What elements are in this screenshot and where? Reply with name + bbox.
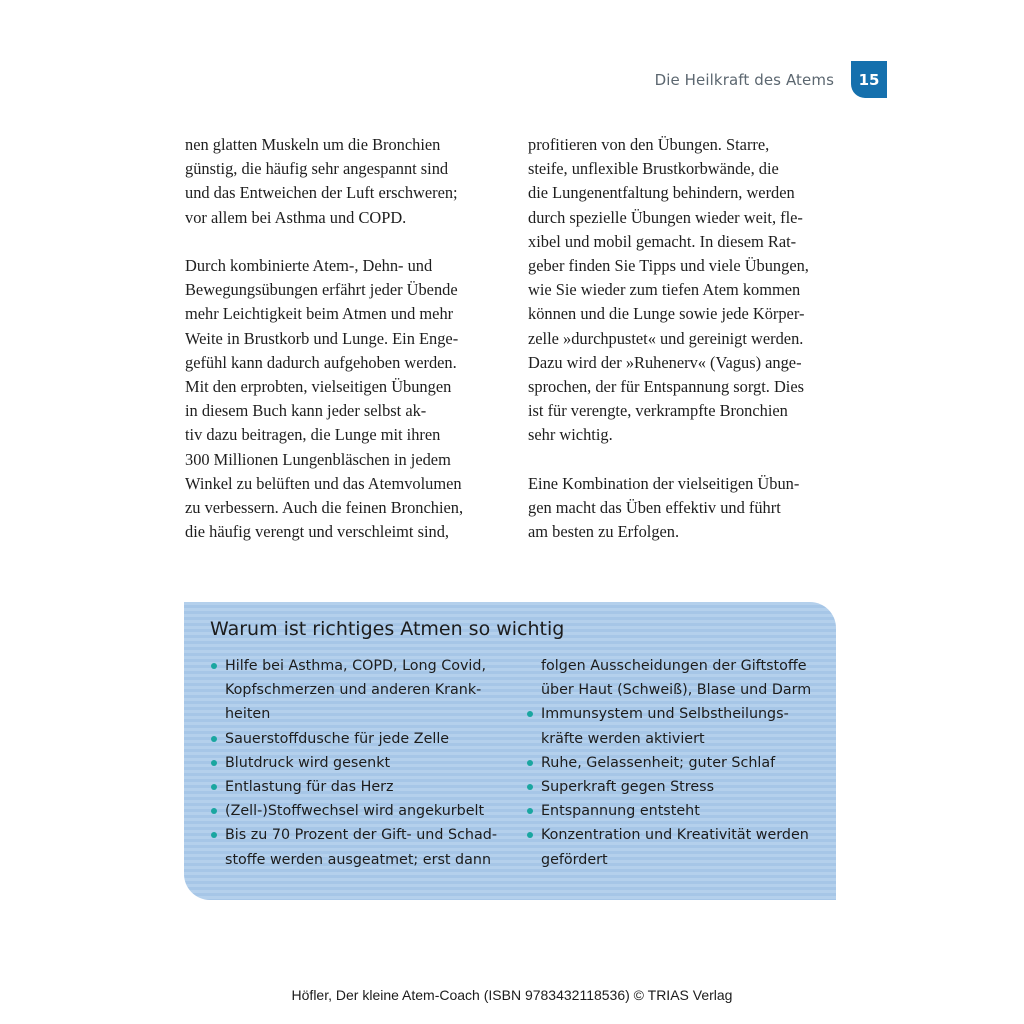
bullet-text: über Haut (Schweiß), Blase und Darm bbox=[541, 682, 812, 699]
text-line: gen macht das Üben effektiv und führt bbox=[528, 498, 781, 518]
paragraph bbox=[185, 133, 505, 230]
bullet-continuation bbox=[210, 678, 510, 702]
running-head: Die Heilkraft des Atems bbox=[654, 71, 834, 89]
bullet-text: Entspannung entsteht bbox=[541, 803, 700, 820]
text-line: mehr Leichtigkeit beim Atmen und mehr bbox=[185, 304, 454, 324]
bullet-text: Immunsystem und Selbstheilungs- bbox=[541, 706, 789, 723]
paragraph bbox=[185, 254, 505, 544]
paragraph bbox=[528, 133, 848, 448]
info-box bbox=[184, 602, 836, 900]
bullet-text: gefördert bbox=[541, 851, 608, 868]
text-line: zelle »durchpustet« und gereinigt werden. bbox=[528, 328, 804, 348]
page-number: 15 bbox=[851, 61, 887, 98]
bullet-dot-icon bbox=[527, 808, 533, 814]
bullet-text: folgen Ausscheidungen der Giftstoffe bbox=[541, 658, 807, 674]
bullet-continuation bbox=[526, 727, 826, 751]
bullet-continuation bbox=[526, 654, 826, 678]
bullet-dot-icon bbox=[211, 760, 217, 766]
text-line: steife, unflexible Brustkorbwände, die bbox=[528, 159, 779, 179]
paragraph-gap bbox=[528, 448, 848, 472]
bullet-text: stoffe werden ausgeatmet; erst dann bbox=[225, 851, 492, 868]
bullet-item bbox=[210, 751, 510, 775]
bullet-dot-icon bbox=[527, 784, 533, 790]
text-line: geber finden Sie Tipps und viele Übungen, bbox=[528, 256, 809, 276]
text-line: in diesem Buch kann jeder selbst ak- bbox=[185, 401, 427, 421]
text-line: günstig, die häufig sehr angespannt sind bbox=[185, 159, 449, 179]
paragraph bbox=[528, 472, 848, 545]
bullet-dot-icon bbox=[211, 832, 217, 838]
body-column-right bbox=[528, 133, 848, 544]
bullet-text: Blutdruck wird gesenkt bbox=[225, 754, 391, 771]
info-box-title: Warum ist richtiges Atmen so wichtig bbox=[210, 618, 565, 640]
text-line: sprochen, der für Entspannung sorgt. Dies bbox=[528, 377, 805, 397]
bullet-item bbox=[526, 702, 826, 726]
bullet-text: Bis zu 70 Prozent der Gift- und Schad- bbox=[225, 827, 497, 844]
bullet-continuation bbox=[210, 848, 510, 872]
bullet-text: Superkraft gegen Stress bbox=[541, 779, 715, 796]
bullet-continuation bbox=[526, 848, 826, 872]
text-line: 300 Millionen Lungenbläschen in jedem bbox=[185, 449, 451, 469]
text-line: die Lungenentfaltung behindern, werden bbox=[528, 183, 795, 203]
bullet-item bbox=[210, 727, 510, 751]
bullet-text: Kopfschmerzen und anderen Krank- bbox=[225, 682, 482, 699]
bullet-item bbox=[526, 775, 826, 799]
text-line: Winkel zu belüften und das Atemvolumen bbox=[185, 473, 462, 493]
bullet-text: Entlastung für das Herz bbox=[225, 779, 394, 796]
text-line: nen glatten Muskeln um die Bronchien bbox=[185, 135, 441, 154]
bullet-dot-icon bbox=[211, 808, 217, 814]
text-line: Mit den erprobten, vielseitigen Übungen bbox=[185, 377, 452, 397]
bullet-item bbox=[526, 823, 826, 847]
text-line: Dazu wird der »Ruhenerv« (Vagus) ange- bbox=[528, 352, 802, 372]
bullet-dot-icon bbox=[527, 711, 533, 717]
bullet-item bbox=[526, 751, 826, 775]
text-line: ist für verengte, verkrampfte Bronchien bbox=[528, 401, 788, 421]
bullet-text: heiten bbox=[225, 706, 271, 723]
info-box-column-left bbox=[210, 654, 510, 872]
text-line: gefühl kann dadurch aufgehoben werden. bbox=[185, 352, 457, 372]
bullet-text: (Zell-)Stoffwechsel wird angekurbelt bbox=[225, 803, 485, 820]
bullet-text: Sauerstoffdusche für jede Zelle bbox=[225, 730, 450, 747]
paragraph-gap bbox=[185, 230, 505, 254]
bullet-dot-icon bbox=[211, 663, 217, 669]
text-line: Eine Kombination der vielseitigen Übun- bbox=[528, 473, 800, 493]
bullet-item bbox=[526, 799, 826, 823]
text-line: Bewegungsübungen erfährt jeder Übende bbox=[185, 280, 458, 300]
text-line: Durch kombinierte Atem-, Dehn- und bbox=[185, 256, 433, 275]
body-column-left bbox=[185, 133, 505, 544]
text-line: durch spezielle Übungen wieder weit, fle- bbox=[528, 207, 803, 227]
text-line: profitieren von den Übungen. Starre, bbox=[528, 135, 770, 154]
text-line: die häufig verengt und verschleimt sind, bbox=[185, 522, 450, 542]
bullet-item bbox=[210, 799, 510, 823]
bullet-continuation bbox=[210, 702, 510, 726]
footer-citation: Höfler, Der kleine Atem-Coach (ISBN 9783432118536) © TRIAS Verlag bbox=[291, 987, 733, 1003]
bullet-item bbox=[210, 775, 510, 799]
bullet-text: kräfte werden aktiviert bbox=[541, 730, 705, 747]
info-box-column-right bbox=[526, 654, 826, 872]
bullet-dot-icon bbox=[211, 784, 217, 790]
text-line: am besten zu Erfolgen. bbox=[528, 522, 680, 542]
text-line: und das Entweichen der Luft erschweren; bbox=[185, 183, 458, 203]
bullet-dot-icon bbox=[527, 760, 533, 766]
text-line: können und die Lunge sowie jede Körper- bbox=[528, 304, 805, 324]
bullet-dot-icon bbox=[527, 832, 533, 838]
text-line: xibel und mobil gemacht. In diesem Rat- bbox=[528, 231, 797, 251]
bullet-item bbox=[210, 823, 510, 847]
text-line: Weite in Brustkorb und Lunge. Ein Enge- bbox=[185, 328, 459, 348]
bullet-text: Hilfe bei Asthma, COPD, Long Covid, bbox=[225, 658, 487, 674]
bullet-text: Konzentration und Kreativität werden bbox=[541, 827, 809, 844]
bullet-item bbox=[210, 654, 510, 678]
bullet-continuation bbox=[526, 678, 826, 702]
bullet-text: Ruhe, Gelassenheit; guter Schlaf bbox=[541, 754, 776, 771]
bullet-dot-icon bbox=[211, 736, 217, 742]
text-line: zu verbessern. Auch die feinen Bronchien, bbox=[185, 498, 464, 518]
text-line: sehr wichtig. bbox=[528, 425, 613, 445]
text-line: vor allem bei Asthma und COPD. bbox=[185, 207, 407, 227]
text-line: wie Sie wieder zum tiefen Atem kommen bbox=[528, 280, 801, 300]
text-line: tiv dazu beitragen, die Lunge mit ihren bbox=[185, 425, 441, 445]
